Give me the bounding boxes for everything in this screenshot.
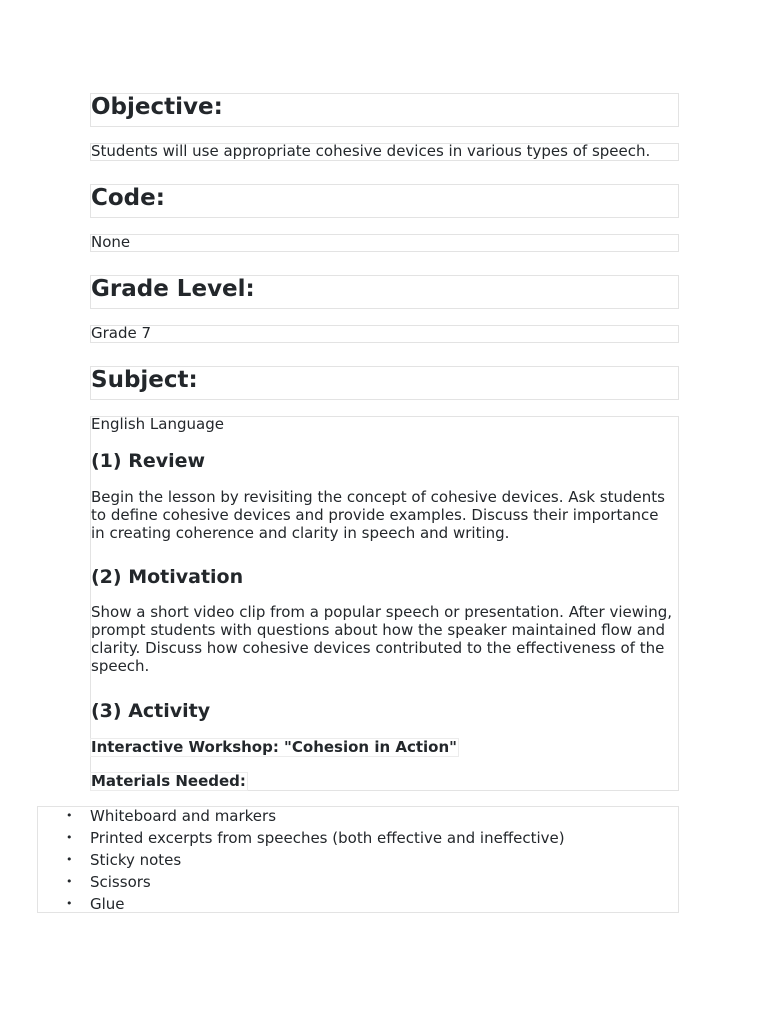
grade-level-heading: Grade Level: <box>91 276 255 302</box>
list-item: • Whiteboard and markers <box>38 805 678 827</box>
code-text-box <box>90 234 679 252</box>
subject-content-box <box>90 416 679 791</box>
materials-list-box <box>37 806 679 913</box>
objective-text: Students will use appropriate cohesive devices in various types of speech. <box>91 142 651 160</box>
motivation-text: Show a short video clip from a popular speech or presentation. After viewing, prompt students with questions about how the speaker maintained flow and clarity. Discuss how cohesive devices contributed to the effectiveness of the speech. <box>91 603 672 675</box>
grade-level-heading-box <box>90 275 679 309</box>
subject-text: English Language <box>91 415 224 433</box>
materials-list <box>38 805 678 915</box>
list-item: • Sticky notes <box>38 849 678 871</box>
subject-heading-box <box>90 366 679 400</box>
code-heading: Code: <box>91 185 165 211</box>
list-item: • Scissors <box>38 871 678 893</box>
list-item: • Glue <box>38 893 678 915</box>
code-heading-box <box>90 184 679 218</box>
code-text: None <box>91 233 131 251</box>
activity-heading: (3) Activity <box>91 700 211 722</box>
motivation-heading: (2) Motivation <box>91 566 244 588</box>
grade-level-text-box <box>90 325 679 343</box>
grade-level-text: Grade 7 <box>91 324 152 342</box>
objective-heading: Objective: <box>91 94 223 120</box>
materials-label: Materials Needed: <box>91 772 246 790</box>
workshop-title: Interactive Workshop: "Cohesion in Action" <box>91 738 457 756</box>
list-item: • Printed excerpts from speeches (both effective and ineffective) <box>38 827 678 849</box>
objective-text-box <box>90 143 679 161</box>
review-heading: (1) Review <box>91 450 206 472</box>
review-text: Begin the lesson by revisiting the concept of cohesive devices. Ask students to define cohesive devices and provide examples. Discuss their importance in creating coherence and clarity in speech and writing. <box>91 488 665 542</box>
objective-heading-box <box>90 93 679 127</box>
subject-heading: Subject: <box>91 367 198 393</box>
materials-label-wrap <box>90 771 248 791</box>
workshop-title-wrap <box>90 737 459 757</box>
